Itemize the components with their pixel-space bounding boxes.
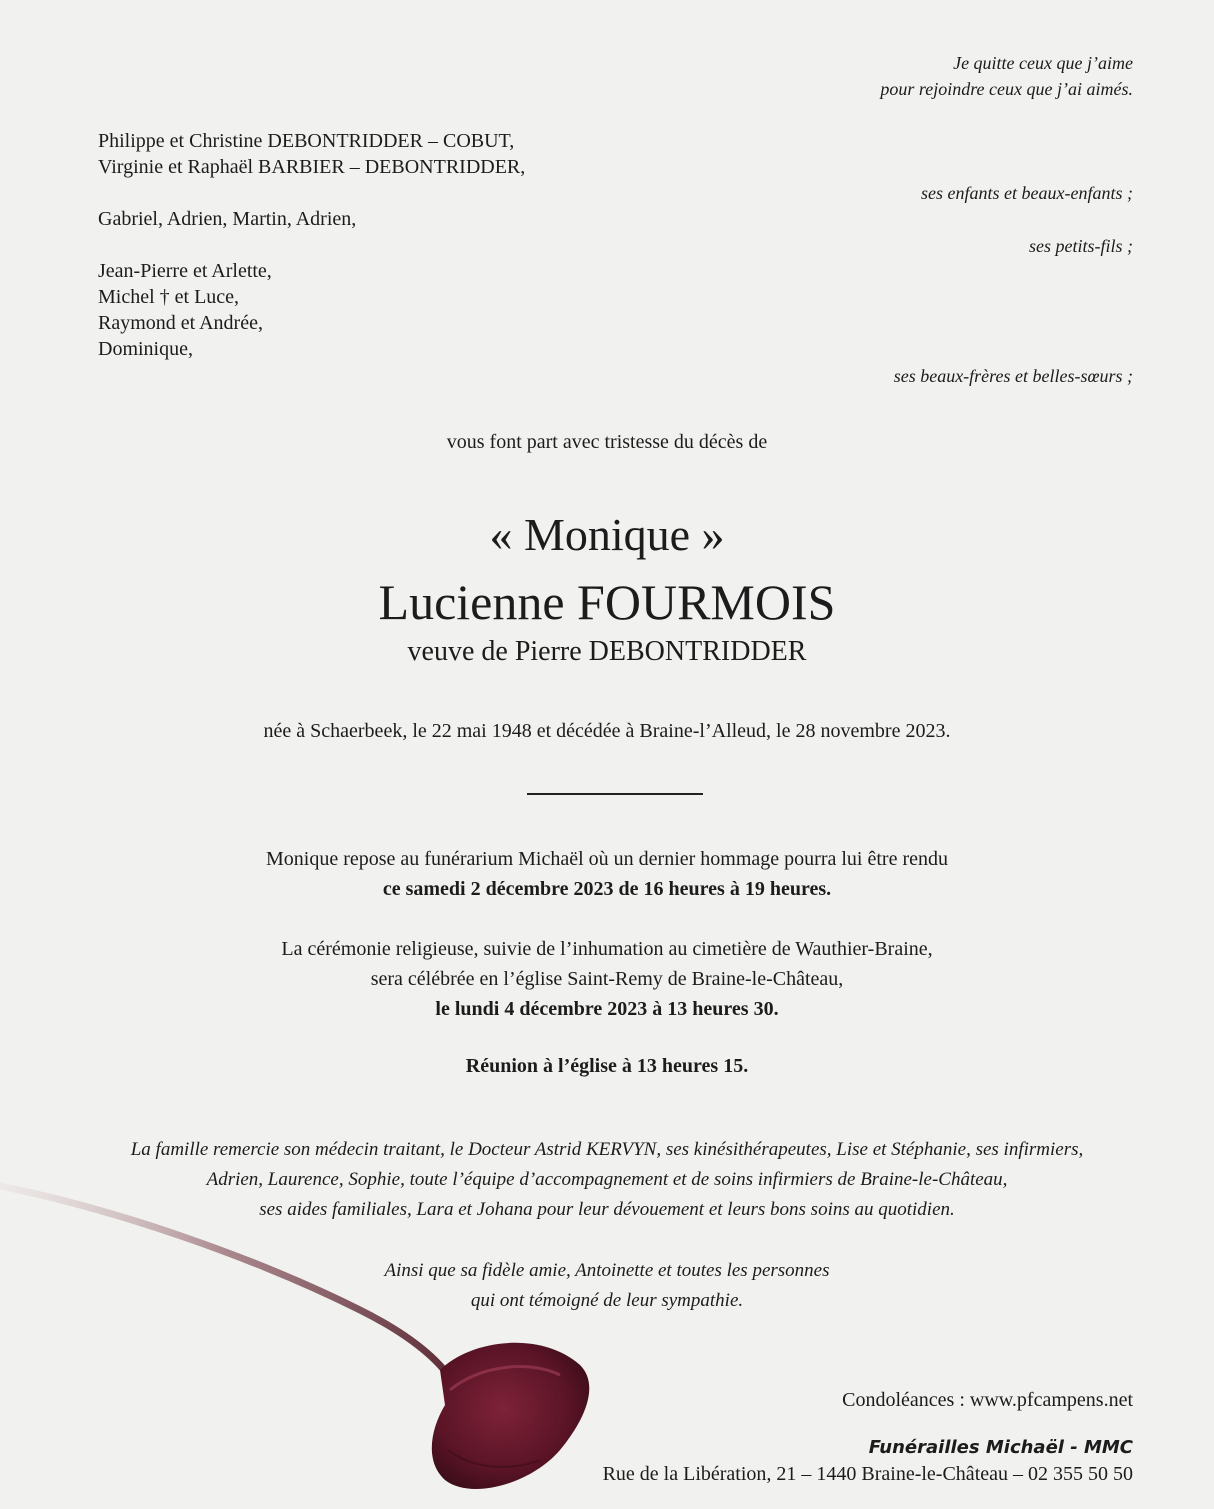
thanks-line: qui ont témoigné de leur sympathie. xyxy=(470,1290,744,1311)
family-member: Philippe et Christine DEBONTRIDDER – COBUT, xyxy=(98,130,515,152)
condolences-link[interactable]: Condoléances : www.pfcampens.net xyxy=(842,1389,1133,1411)
ceremony-line: sera célébrée en l’église Saint-Remy de Braine-le-Château, xyxy=(370,968,844,990)
visitation-text: Monique repose au funérarium Michaël où un dernier hommage pourra lui être rendu xyxy=(266,848,948,870)
ceremony-when: le lundi 4 décembre 2023 à 13 heures 30. xyxy=(435,998,779,1020)
in-laws-list xyxy=(98,258,272,362)
divider xyxy=(527,793,703,795)
widow-of: veuve de Pierre DEBONTRIDDER xyxy=(407,636,807,667)
funeral-home-address: Rue de la Libération, 21 – 1440 Braine-le-Château – 02 355 50 50 xyxy=(602,1463,1133,1485)
children-label: ses enfants et beaux-enfants ; xyxy=(921,183,1133,203)
in-laws-label: ses beaux-frères et belles-sœurs ; xyxy=(893,366,1133,386)
family-member: Michel † et Luce, xyxy=(98,286,240,308)
thanks-line: Ainsi que sa fidèle amie, Antoinette et toutes les personnes xyxy=(384,1260,830,1281)
epigraph-line: Je quitte ceux que j’aime xyxy=(953,53,1133,73)
family-member: Jean-Pierre et Arlette, xyxy=(98,260,272,282)
thanks-line: La famille remercie son médecin traitant, le Docteur Astrid KERVYN, ses kinésithérapeutes, Lise et Stéphanie, ses infirmiers, xyxy=(130,1139,1084,1160)
thanks-text xyxy=(0,1135,1214,1225)
grandchildren-label: ses petits-fils ; xyxy=(1029,236,1133,256)
thanks-line: ses aides familiales, Lara et Johana pour leur dévouement et leurs bons soins au quotidien. xyxy=(259,1199,955,1220)
family-member: Raymond et Andrée, xyxy=(98,312,263,334)
church-meeting: Réunion à l’église à 13 heures 15. xyxy=(465,1055,749,1077)
family-member: Gabriel, Adrien, Martin, Adrien, xyxy=(98,208,357,230)
family-member: Dominique, xyxy=(98,338,193,360)
deceased-nickname: « Monique » xyxy=(489,509,725,560)
grandchildren-list xyxy=(98,206,356,232)
family-member: Virginie et Raphaël BARBIER – DEBONTRIDDER, xyxy=(98,156,526,178)
visitation-when: ce samedi 2 décembre 2023 de 16 heures à 19 heures. xyxy=(382,878,832,900)
deceased-name: Lucienne FOURMOIS xyxy=(378,574,836,630)
funeral-home-name: Funérailles Michaël - MMC xyxy=(868,1437,1133,1458)
birth-death-dates: née à Schaerbeek, le 22 mai 1948 et décédée à Braine-l’Alleud, le 28 novembre 2023. xyxy=(263,720,951,742)
children-list xyxy=(98,128,525,180)
thanks-line: Adrien, Laurence, Sophie, toute l’équipe d’accompagnement et de soins infirmiers de Braine-le-Château, xyxy=(206,1169,1008,1190)
friends-thanks xyxy=(0,1256,1214,1316)
epigraph-line: pour rejoindre ceux que j’ai aimés. xyxy=(880,79,1133,99)
announcement-intro: vous font part avec tristesse du décès de xyxy=(446,431,768,453)
ceremony-line: La cérémonie religieuse, suivie de l’inhumation au cimetière de Wauthier-Braine, xyxy=(281,938,933,960)
epigraph xyxy=(880,50,1133,102)
